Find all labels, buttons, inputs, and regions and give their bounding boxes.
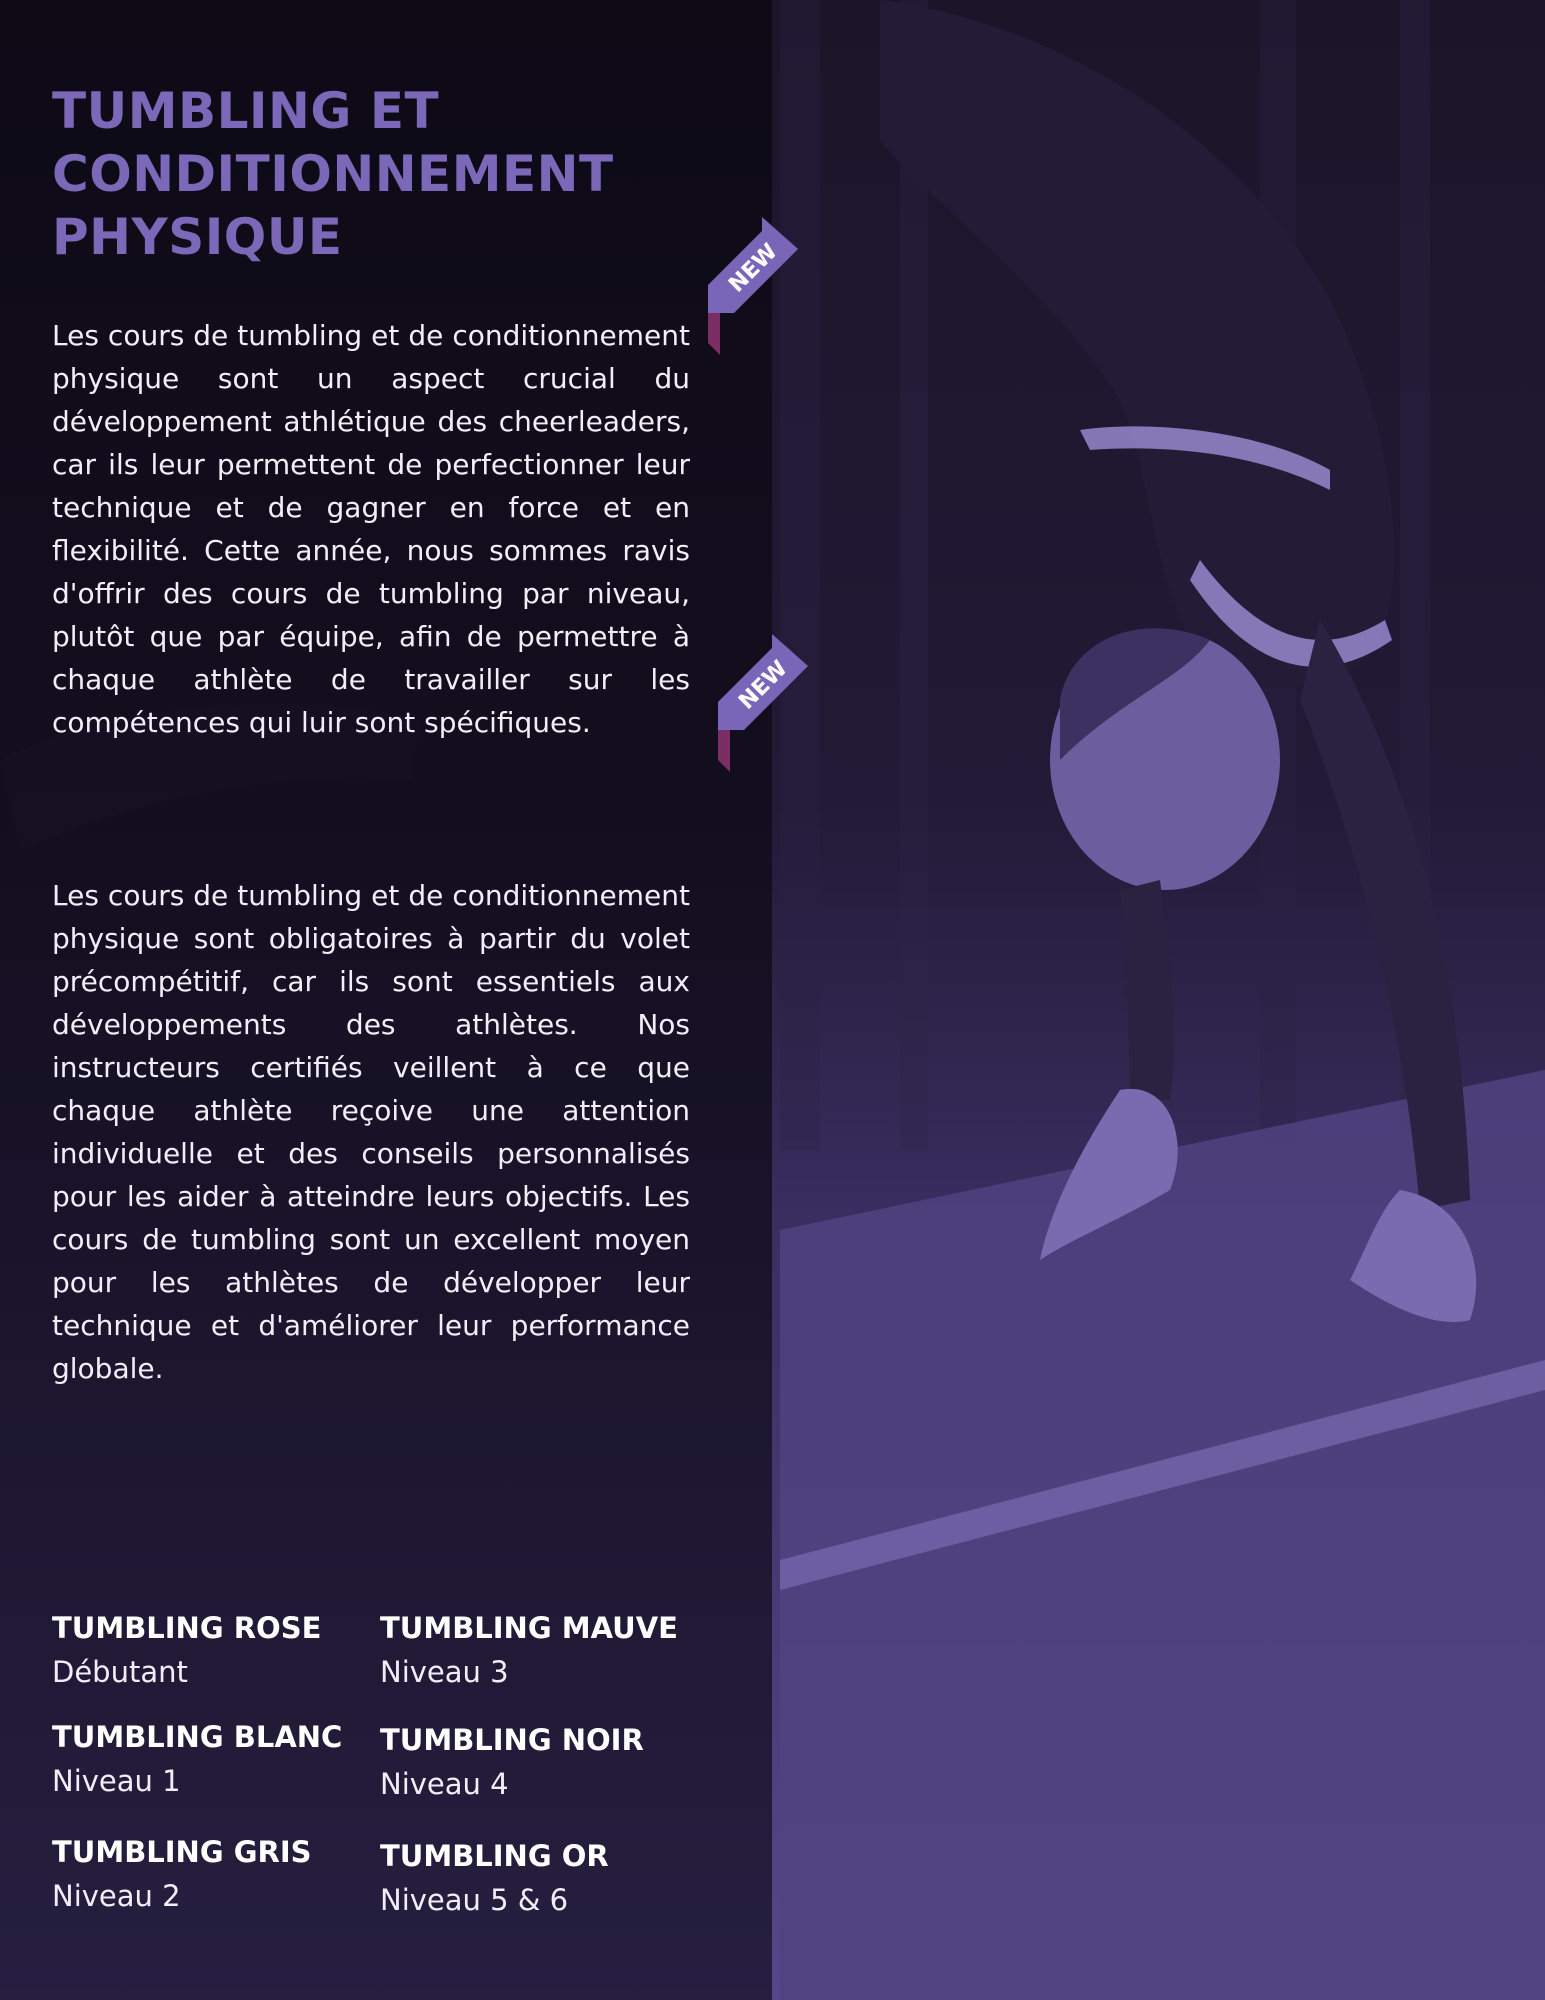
- level-mauve: [380, 1608, 678, 1692]
- level-value: Niveau 3: [380, 1655, 509, 1689]
- level-noir: [380, 1720, 644, 1804]
- level-name: TUMBLING NOIR: [380, 1723, 644, 1757]
- new-ribbon-icon: [712, 634, 822, 779]
- level-blanc: [52, 1717, 342, 1801]
- level-value: Niveau 1: [52, 1764, 181, 1798]
- level-name: TUMBLING GRIS: [52, 1835, 312, 1869]
- level-gris: [52, 1832, 312, 1916]
- new-ribbon-icon: [700, 215, 810, 360]
- new-badge-label: NEW: [724, 239, 783, 298]
- page-title: TUMBLING ET CONDITIONNEMENT PHYSIQUE: [52, 82, 614, 266]
- level-value: Niveau 2: [52, 1879, 181, 1913]
- details-paragraph: Les cours de tumbling et de conditionnement physique sont obligatoires à partir du volet précompétitif, car ils sont essentiels aux développements des athlètes. Nos instructeurs certifiés veillent à ce que chaque athlète reçoive une attention individuelle et des conseils personnalisés pour les aider à atteindre leurs objectifs. Les cours de tumbling sont un excellent moyen pour les athlètes de développer leur technique et d'améliorer leur performance globale.: [52, 879, 690, 1385]
- level-or: [380, 1836, 609, 1920]
- level-rose: [52, 1608, 321, 1692]
- level-value: Débutant: [52, 1655, 188, 1689]
- intro-paragraph: Les cours de tumbling et de conditionnement physique sont un aspect crucial du développement athlétique des cheerleaders, car ils leur permettent de perfectionner leur technique et de gagner en force et en flexibilité. Cette année, nous sommes ravis d'offrir des cours de tumbling par niveau, plutôt que par équipe, afin de permettre à chaque athlète de travailler sur les compétences qui luir sont spécifiques.: [52, 319, 690, 739]
- level-name: TUMBLING OR: [380, 1839, 609, 1873]
- level-value: Niveau 4: [380, 1767, 509, 1801]
- level-name: TUMBLING MAUVE: [380, 1611, 678, 1645]
- new-badge-label: NEW: [734, 656, 793, 715]
- level-value: Niveau 5 & 6: [380, 1883, 569, 1917]
- level-name: TUMBLING BLANC: [52, 1720, 343, 1754]
- level-name: TUMBLING ROSE: [52, 1611, 322, 1645]
